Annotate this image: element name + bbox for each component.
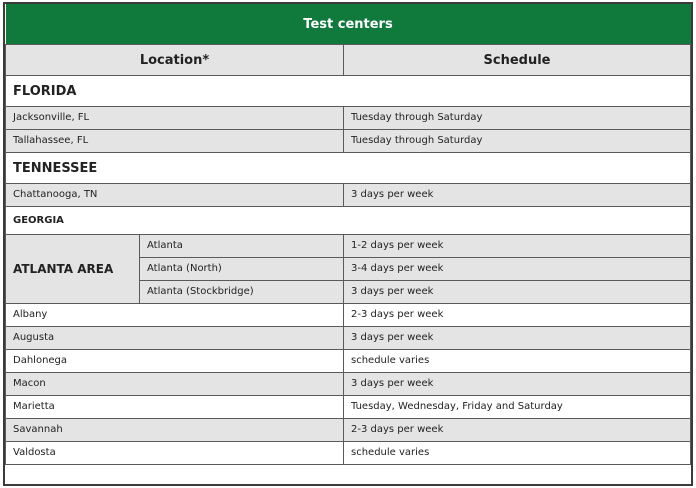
location-cell: Savannah [6, 419, 344, 442]
location-cell: Jacksonville, FL [6, 107, 344, 130]
test-centers-table [5, 4, 691, 465]
table-row [6, 442, 691, 465]
schedule-cell: 3 days per week [344, 373, 691, 396]
location-cell: Albany [6, 304, 344, 327]
table-row [6, 327, 691, 350]
schedule-cell: Tuesday, Wednesday, Friday and Saturday [344, 396, 691, 419]
location-cell: Atlanta (Stockbridge) [140, 281, 344, 304]
location-cell: Macon [6, 373, 344, 396]
location-cell: Atlanta (North) [140, 258, 344, 281]
table-row [6, 304, 691, 327]
table-title: Test centers [6, 4, 691, 45]
table-row [6, 235, 691, 258]
location-cell: Marietta [6, 396, 344, 419]
location-cell: Dahlonega [6, 350, 344, 373]
location-column-header: Location* [6, 45, 344, 76]
schedule-cell: schedule varies [344, 442, 691, 465]
state-header-georgia: GEORGIA [6, 207, 691, 235]
schedule-cell: 3 days per week [344, 184, 691, 207]
state-header-tennessee: TENNESSEE [6, 153, 691, 184]
schedule-column-header: Schedule [344, 45, 691, 76]
location-cell: Atlanta [140, 235, 344, 258]
table-row [6, 107, 691, 130]
schedule-cell: Tuesday through Saturday [344, 107, 691, 130]
location-cell: Valdosta [6, 442, 344, 465]
schedule-cell: schedule varies [344, 350, 691, 373]
table-row [6, 350, 691, 373]
table-row [6, 373, 691, 396]
table-row [6, 396, 691, 419]
table-row [6, 419, 691, 442]
schedule-cell: 3 days per week [344, 327, 691, 350]
state-header-florida: FLORIDA [6, 76, 691, 107]
location-cell: Chattanooga, TN [6, 184, 344, 207]
table-row [6, 184, 691, 207]
table-row [6, 130, 691, 153]
schedule-cell: 2-3 days per week [344, 419, 691, 442]
schedule-cell: 1-2 days per week [344, 235, 691, 258]
schedule-cell: 3 days per week [344, 281, 691, 304]
location-cell: Tallahassee, FL [6, 130, 344, 153]
test-centers-table-container [3, 2, 693, 486]
area-header-atlanta: ATLANTA AREA [6, 235, 140, 304]
schedule-cell: 2-3 days per week [344, 304, 691, 327]
location-cell: Augusta [6, 327, 344, 350]
schedule-cell: 3-4 days per week [344, 258, 691, 281]
schedule-cell: Tuesday through Saturday [344, 130, 691, 153]
